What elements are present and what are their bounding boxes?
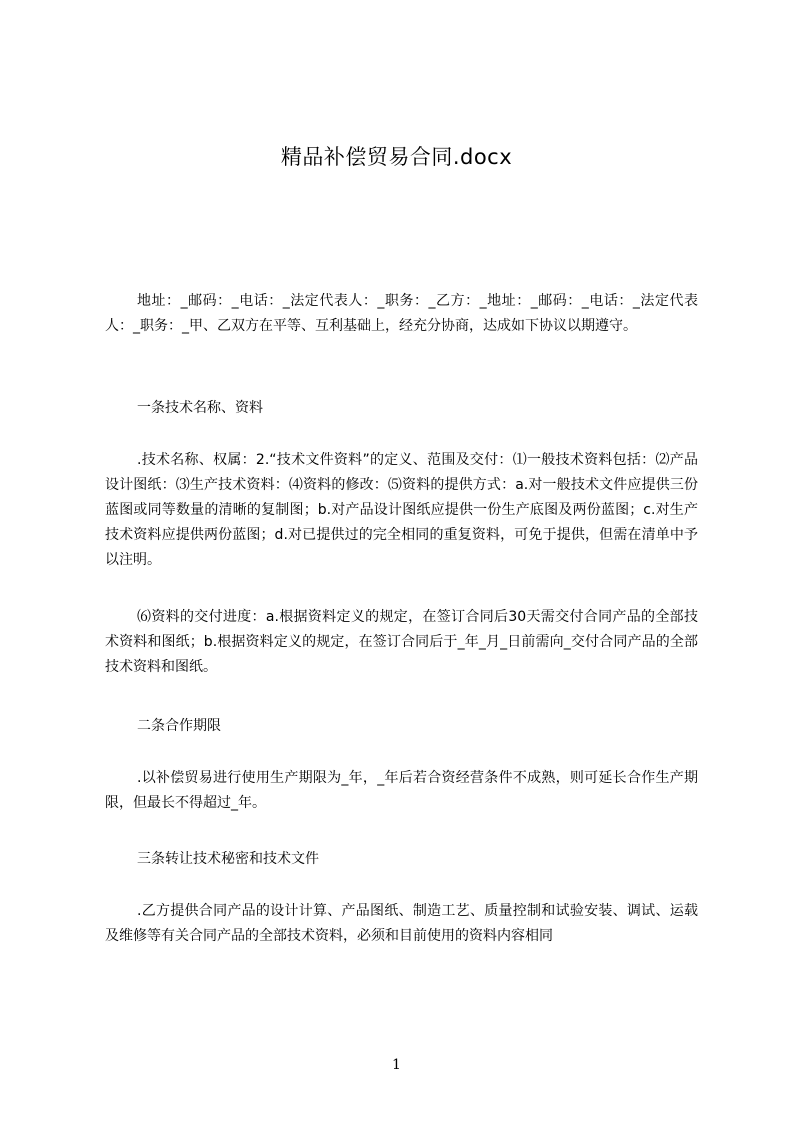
paragraph-text: ⑹资料的交付进度：a.根据资料定义的规定，在签订合同后30天需交付合同产品的全部技术资料和图纸；b.根据资料定义的规定，在签订合同后于_年_月_日前需向_交付合同产品的全部技术资料和图纸。 [105, 609, 698, 675]
section-heading-2 [105, 714, 698, 739]
paragraph-technology-transfer [105, 899, 698, 949]
heading-text: 三条转让技术秘密和技术文件 [137, 851, 319, 867]
paragraph-technical-materials [105, 448, 698, 573]
paragraph-text: 地址：_邮码：_电话：_法定代表人：_职务：_乙方：_地址：_邮码：_电话：_法定代表人：_职务：_甲、乙双方在平等、互利基础上，经充分协商，达成如下协议以期遵守。 [105, 293, 698, 334]
page-number: 1 [392, 1057, 401, 1073]
paragraph-text: .技术名称、权属：2.“技术文件资料”的定义、范围及交付：⑴一般技术资料包括：⑵产品设计图纸：⑶生产技术资料：⑷资料的修改：⑸资料的提供方式：a.对一般技术文件应提供三份蓝图或同等数量的清晰的复制图；b.对产品设计图纸应提供一份生产底图及两份蓝图；c.对生产技术资料应提供两份蓝图；d.对已提供过的完全相同的重复资料，可免于提供，但需在清单中予以注明。 [105, 452, 698, 568]
heading-text: 一条技术名称、资料 [137, 400, 263, 416]
document-title: 精品补偿贸易合同.docx [280, 145, 513, 169]
paragraph-text: .乙方提供合同产品的设计计算、产品图纸、制造工艺、质量控制和试验安装、调试、运载及维修等有关合同产品的全部技术资料，必须和目前使用的资料内容相同 [105, 903, 698, 944]
section-heading-1 [105, 396, 698, 421]
heading-text: 二条合作期限 [137, 718, 221, 734]
paragraph-delivery-schedule [105, 605, 698, 680]
paragraph-cooperation-period [105, 766, 698, 816]
paragraph-text: .以补偿贸易进行使用生产期限为_年，_年后若合资经营条件不成熟，则可延长合作生产期限，但最长不得超过_年。 [105, 770, 698, 811]
paragraph-parties [105, 289, 698, 364]
section-heading-3 [105, 847, 698, 872]
